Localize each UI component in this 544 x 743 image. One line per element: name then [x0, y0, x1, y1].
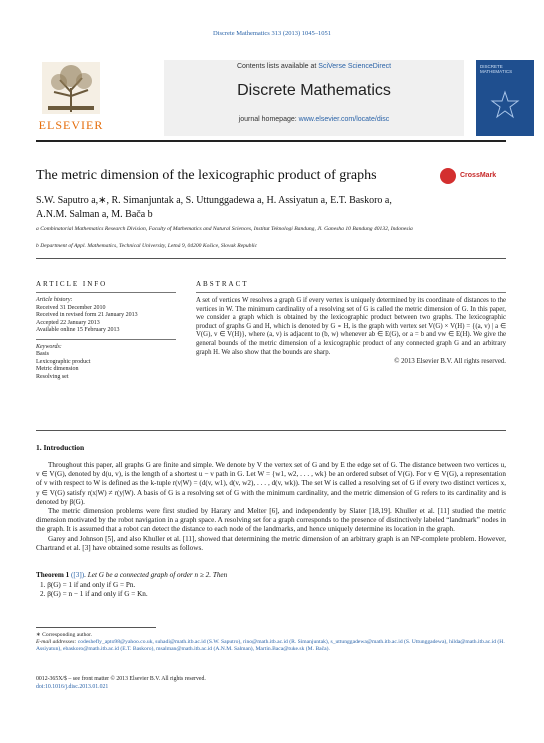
article-info — [36, 280, 176, 381]
cover-title: DISCRETE MATHEMATICS — [480, 64, 513, 74]
history-received: Received 31 December 2010 — [36, 304, 106, 311]
crossmark-icon — [440, 168, 456, 184]
keyword-item: Resolving set — [36, 373, 69, 380]
elsevier-tree-icon — [42, 62, 100, 114]
article-title: The metric dimension of the lexicographic product of graphs — [36, 168, 377, 183]
intro-paragraph: Throughout this paper, all graphs G are finite and simple. We denote by V the vertex set of G and by E the edge set of G. The distance between two vertices u, v ∈ V(G), denoted by d(u, v), is the length of a shortest u − v path in G. Let W = {w1, w2, . . . , wk} be an ordered subset of V(G). For v ∈ V(G), a representation of v with respect to W is defined as the k-tuple r(v|W) = (d(v, w1), d(v, w2), . . . , d(v, wk)). The set W is called a resolving set of G if every two distinct vertices x, y ∈ V(G) satisfy r(x|W) ≠ r(y|W). A basis of G is a resolving set of G with the minimum cardinality, and the metric dimension of G refers to its cardinality and is denoted by β(G). — [36, 461, 506, 506]
elsevier-logo[interactable] — [36, 60, 106, 136]
article-info-heading: ARTICLE INFO — [36, 280, 108, 288]
abstract — [196, 280, 506, 365]
sciencedirect-link[interactable]: SciVerse ScienceDirect — [318, 63, 392, 70]
contents-prefix: Contents lists available at — [236, 63, 319, 70]
affiliation-b: b Department of Appl. Mathematics, Technical University, Letná 9, 04200 Košice, Slovak Republic — [36, 243, 258, 249]
keyword-item: Lexicographic product — [36, 358, 91, 365]
homepage-prefix: journal homepage: — [238, 116, 299, 123]
email-addresses — [36, 639, 506, 653]
crossmark-label: CrossMark — [460, 172, 497, 179]
intro-paragraph: The metric dimension problems were first studied by Harary and Melter [6], and independently by Slater [18,19]. Khuller et al. [11] studied the metric dimension motivated by the robot navigation in a graph space. A resolving set for a graph corresponds to the presence of distinctively labeled “landmark” nodes in the graph. It is assumed that a robot can detect the distance to each node of the landmarks, and hence uniquely determine its location in the graph. — [36, 507, 506, 534]
introduction-heading: 1. Introduction — [36, 443, 85, 452]
journal-info-box — [164, 60, 464, 136]
elsevier-wordmark: ELSEVIER — [38, 118, 104, 132]
keyword-item: Metric dimension — [36, 366, 79, 372]
email-list[interactable]: codeshefly_apto98@yahoo.co.uk, suhadi@math.itb.ac.id (S.W. Saputro), rino@math.itb.ac.id (R. Simanjuntak), s_uttunggadewa@math.itb.ac.id (S. Uttunggadewa), hilda@math.itb.ac.id (H. Assiyatun), ebaskoro@math.itb.ac.id (E.T. Baskoro), msalman@math.itb.ac.id (A.N.M. Salman), Martin.Baca@tuke.sk (M. Bača). — [36, 639, 505, 653]
theorem-item-1: 1. β(G) = 1 if and only if G = Pn. — [40, 580, 136, 589]
authors-line-2[interactable]: A.N.M. Salman a, M. Bača b — [36, 209, 153, 220]
theorem-statement-line — [36, 571, 506, 581]
affiliation-rule — [36, 258, 506, 259]
footnote-rule — [36, 627, 156, 628]
introduction-body — [36, 461, 506, 553]
abstract-heading: ABSTRACT — [196, 280, 249, 288]
issn-line: 0012-365X/$ – see front matter © 2013 Elsevier B.V. All rights reserved. — [36, 676, 206, 682]
homepage-link[interactable]: www.elsevier.com/locate/disc — [298, 116, 390, 123]
email-label: E-mail addresses: — [36, 639, 78, 646]
keyword-item: Basis — [36, 351, 50, 357]
journal-reference[interactable]: Discrete Mathematics 313 (2013) 1045–1051 — [212, 30, 332, 37]
author-list — [36, 194, 506, 222]
corresponding-author-note: ∗ Corresponding author. — [36, 632, 93, 638]
homepage-line — [164, 116, 464, 123]
theorem-statement: . Let G be a connected graph of order n ≥ 2. Then — [84, 571, 228, 579]
theorem-item-2: 2. β(G) = n − 1 if and only if G = Kn. — [40, 590, 148, 599]
abstract-text: A set of vertices W resolves a graph G if every vertex is uniquely determined by its coordinate of distances to the vertices in W. The minimum cardinality of a resolving set of G is called the metric dimension of G. In this paper, we consider a graph which is obtained by the lexicographic product between two graphs. The lexicographic product of graphs G and H, which is denoted by G ∘ H, is the graph with vertex set V(G) × V(H) = {(a, v) | a ∈ V(G), v ∈ V(H)}, where (a, v) is adjacent to (b, w) whenever ab ∈ E(G), or a = b and vw ∈ E(H). We give the general bounds of the metric dimension of a lexicographic product of any connected graph G and an arbitrary graph H. We also show that the bounds are sharp. — [196, 297, 506, 356]
abstract-bottom-rule — [36, 430, 506, 431]
history-online: Available online 15 February 2013 — [36, 327, 120, 333]
authors-line-1[interactable]: S.W. Saputro a,∗, R. Simanjuntak a, S. Uttunggadewa a, H. Assiyatun a, E.T. Baskoro a, — [36, 195, 392, 206]
theorem-1 — [36, 571, 506, 600]
crossmark-badge[interactable] — [440, 168, 510, 188]
intro-paragraph: Garey and Johnson [5], and also Khuller et al. [11], showed that determining the metric dimension of an arbitrary graph is an NP-complete problem. However, Chartrand et al. [3] have obtained some results as follows. — [36, 534, 506, 552]
journal-banner — [36, 60, 513, 136]
keywords-rule — [36, 339, 176, 340]
article-info-rule — [36, 292, 176, 293]
history-accepted: Accepted 22 January 2013 — [36, 319, 100, 326]
affiliation-a: a Combinatorial Mathematics Research Division, Faculty of Mathematics and Natural Sciences, Institut Teknologi Bandung, Jl. Ganesha 10 Bandung 40132, Indonesia — [36, 226, 413, 232]
contents-line — [164, 63, 464, 70]
header-rule — [36, 140, 506, 142]
issn-block — [36, 676, 206, 691]
keywords-label: Keywords: — [36, 343, 62, 350]
theorem-citation[interactable]: ([3]) — [71, 571, 85, 579]
abstract-copyright: © 2013 Elsevier B.V. All rights reserved. — [394, 358, 506, 366]
journal-cover[interactable] — [476, 60, 534, 136]
theorem-label: Theorem 1 — [36, 571, 70, 579]
doi-link[interactable]: doi:10.1016/j.disc.2013.01.021 — [36, 683, 109, 690]
abstract-rule — [196, 292, 506, 293]
journal-name: Discrete Mathematics — [237, 82, 391, 99]
cover-star-icon — [490, 90, 520, 120]
history-label: Article history: — [36, 297, 73, 303]
footnotes — [36, 632, 506, 654]
history-revised: Received in revised form 21 January 2013 — [36, 312, 138, 318]
